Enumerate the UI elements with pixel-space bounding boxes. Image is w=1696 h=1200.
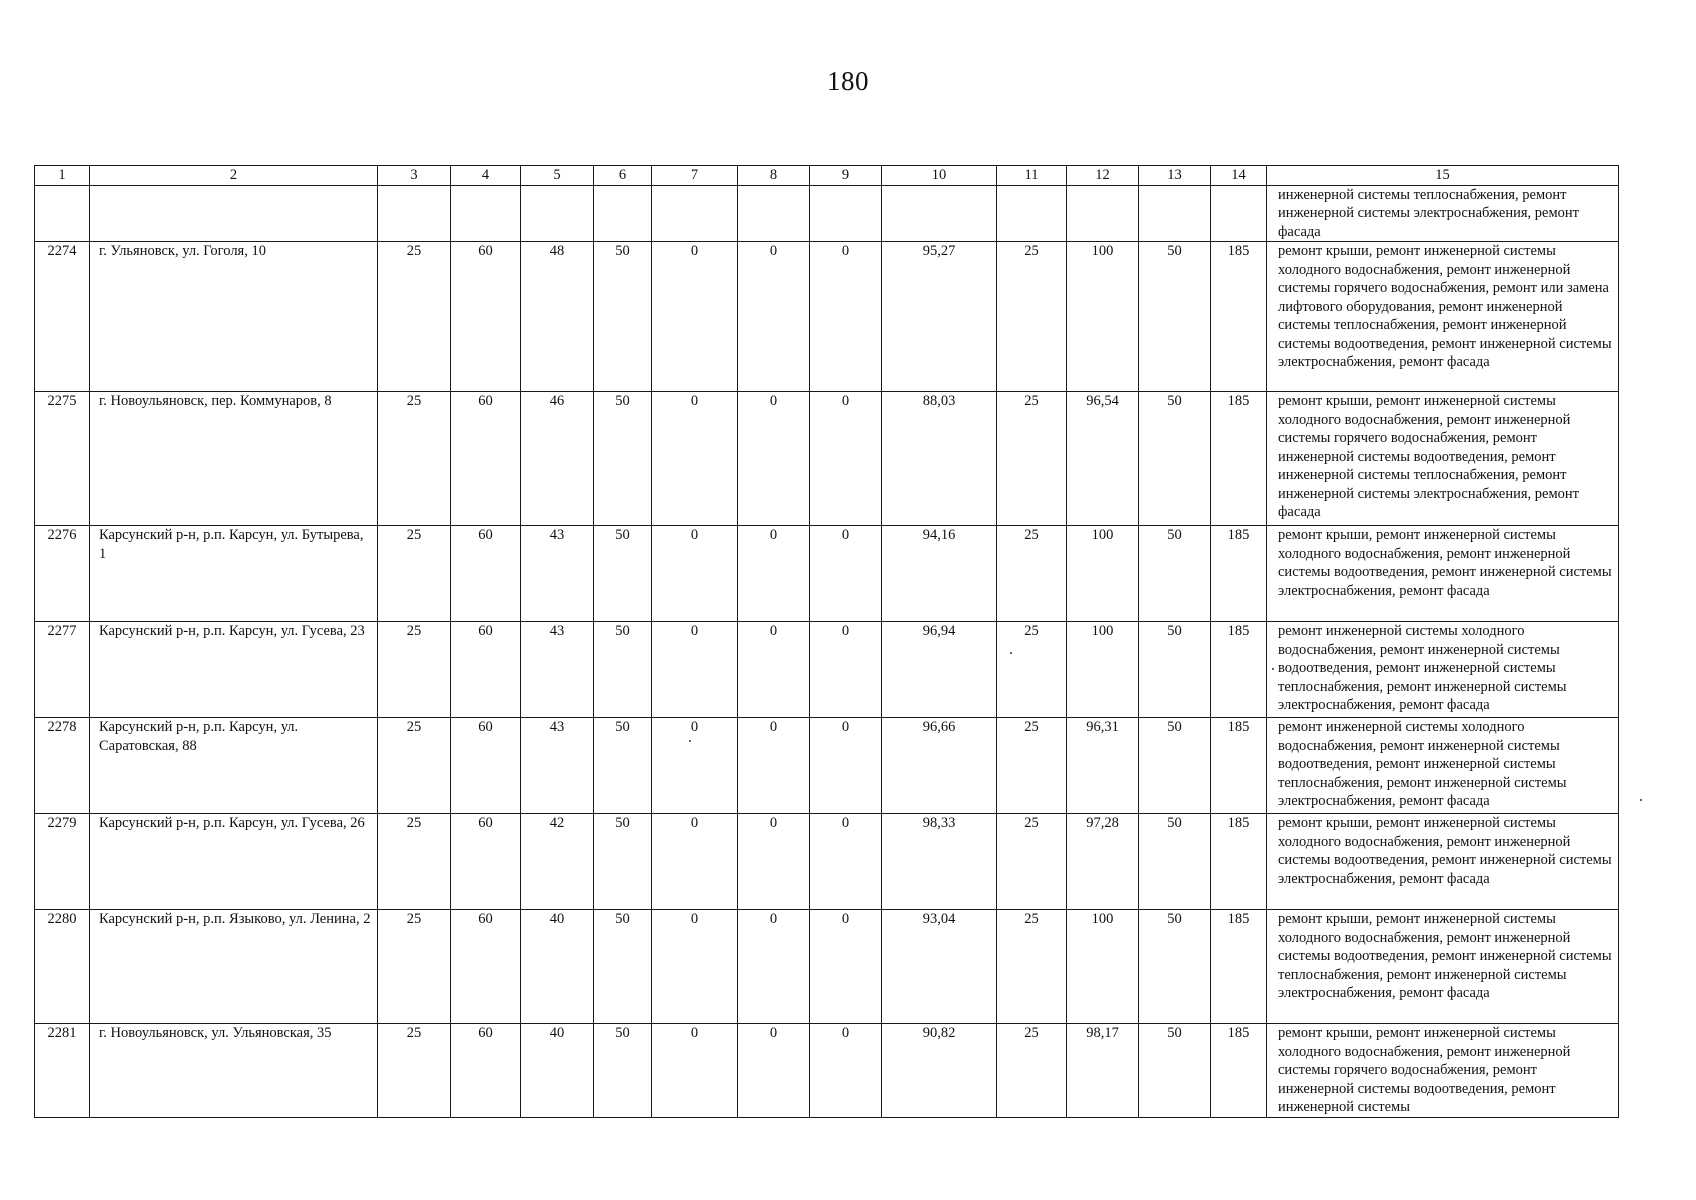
- scan-speck: [1010, 652, 1012, 654]
- value-cell-c10: 88,03: [882, 392, 997, 526]
- value-cell-c10: 96,66: [882, 718, 997, 814]
- value-cell-c4: 60: [451, 1024, 521, 1118]
- value-cell-c11: 25: [997, 910, 1067, 1024]
- table-row: [35, 622, 1619, 718]
- value-cell-c13: 50: [1139, 814, 1211, 910]
- value-cell-c12: 100: [1067, 526, 1139, 622]
- row-number: 2278: [35, 718, 90, 814]
- column-header: 15: [1267, 166, 1619, 186]
- value-cell-c9: 0: [810, 814, 882, 910]
- value-cell-c13: 50: [1139, 526, 1211, 622]
- value-cell-c14: 185: [1211, 814, 1267, 910]
- value-cell-c3: 25: [378, 526, 451, 622]
- address-cell: г. Новоульяновск, ул. Ульяновская, 35: [90, 1024, 378, 1118]
- column-header: 6: [594, 166, 652, 186]
- column-header: 14: [1211, 166, 1267, 186]
- row-number: 2274: [35, 242, 90, 392]
- scan-speck: [689, 740, 691, 742]
- value-cell-c5: 43: [521, 622, 594, 718]
- table-row: [35, 526, 1619, 622]
- value-cell-c13: 50: [1139, 1024, 1211, 1118]
- value-cell-c11: 25: [997, 242, 1067, 392]
- table-row: [35, 718, 1619, 814]
- value-cell-c6: 50: [594, 526, 652, 622]
- value-cell-c9: 0: [810, 526, 882, 622]
- value-cell-c5: 43: [521, 718, 594, 814]
- column-header: 7: [652, 166, 738, 186]
- value-cell-c8: 0: [738, 718, 810, 814]
- address-cell: Карсунский р-н, р.п. Карсун, ул. Гусева, 23: [90, 622, 378, 718]
- value-cell-c3: 25: [378, 392, 451, 526]
- table-row: [35, 392, 1619, 526]
- address-cell: Карсунский р-н, р.п. Языково, ул. Ленина, 2: [90, 910, 378, 1024]
- value-cell-c3: 25: [378, 622, 451, 718]
- table-row: [35, 1024, 1619, 1118]
- column-header: 11: [997, 166, 1067, 186]
- value-cell-c9: 0: [810, 392, 882, 526]
- address-cell: г. Ульяновск, ул. Гоголя, 10: [90, 242, 378, 392]
- value-cell-c5: 43: [521, 526, 594, 622]
- value-cell-c8: 0: [738, 814, 810, 910]
- value-cell-c6: 50: [594, 392, 652, 526]
- value-cell-c12: 100: [1067, 910, 1139, 1024]
- value-cell-c13: 50: [1139, 392, 1211, 526]
- value-cell-c11: 25: [997, 526, 1067, 622]
- row-number: 2279: [35, 814, 90, 910]
- value-cell-c11: 25: [997, 718, 1067, 814]
- column-header: 1: [35, 166, 90, 186]
- value-cell-c6: 50: [594, 718, 652, 814]
- column-header: 2: [90, 166, 378, 186]
- value-cell-c6: 50: [594, 242, 652, 392]
- value-cell-c13: 50: [1139, 718, 1211, 814]
- value-cell-c7: 0: [652, 392, 738, 526]
- value-cell-c4: 60: [451, 910, 521, 1024]
- value-cell-c4: 60: [451, 242, 521, 392]
- value-cell-c14: 185: [1211, 622, 1267, 718]
- value-cell-c9: 0: [810, 1024, 882, 1118]
- value-cell-c12: 96,31: [1067, 718, 1139, 814]
- address-cell: Карсунский р-н, р.п. Карсун, ул. Бутырева, 1: [90, 526, 378, 622]
- value-cell-c11: 25: [997, 1024, 1067, 1118]
- row-number: 2277: [35, 622, 90, 718]
- value-cell-c13: 50: [1139, 622, 1211, 718]
- value-cell-c7: 0: [652, 622, 738, 718]
- value-cell-c10: 98,33: [882, 814, 997, 910]
- value-cell-c12: 96,54: [1067, 392, 1139, 526]
- row-number: 2281: [35, 1024, 90, 1118]
- value-cell-c14: 185: [1211, 526, 1267, 622]
- column-header: 5: [521, 166, 594, 186]
- value-cell-c8: 0: [738, 622, 810, 718]
- value-cell-c4: 60: [451, 622, 521, 718]
- table-row: [35, 814, 1619, 910]
- registry-table: [34, 165, 1619, 1118]
- row-number: 2280: [35, 910, 90, 1024]
- value-cell-c12: 97,28: [1067, 814, 1139, 910]
- value-cell-c14: 185: [1211, 718, 1267, 814]
- value-cell-c4: 60: [451, 718, 521, 814]
- value-cell-c8: 0: [738, 1024, 810, 1118]
- works-cell: ремонт крыши, ремонт инженерной системы холодного водоснабжения, ремонт инженерной системы водоотведения, ремонт инженерной системы электроснабжения, ремонт фасада: [1267, 814, 1619, 910]
- value-cell-c14: 185: [1211, 1024, 1267, 1118]
- value-cell-c6: 50: [594, 1024, 652, 1118]
- column-header: 13: [1139, 166, 1211, 186]
- value-cell-c8: 0: [738, 392, 810, 526]
- table-row: [35, 910, 1619, 1024]
- table-row: [35, 242, 1619, 392]
- value-cell-c3: 25: [378, 1024, 451, 1118]
- value-cell-c7: 0: [652, 242, 738, 392]
- value-cell-c14: 185: [1211, 392, 1267, 526]
- works-cell: ремонт крыши, ремонт инженерной системы холодного водоснабжения, ремонт инженерной системы горячего водоснабжения, ремонт инженерной системы водоотведения, ремонт инженерной системы теплоснабжения, ремонт инженерной системы электроснабжения, ремонт фасада: [1267, 392, 1619, 526]
- value-cell-c9: 0: [810, 242, 882, 392]
- scan-speck: [1272, 668, 1274, 670]
- address-cell: г. Новоульяновск, пер. Коммунаров, 8: [90, 392, 378, 526]
- column-header: 4: [451, 166, 521, 186]
- value-cell-c10: 93,04: [882, 910, 997, 1024]
- value-cell-c10: 96,94: [882, 622, 997, 718]
- value-cell-c10: 94,16: [882, 526, 997, 622]
- continuation-row: [35, 185, 1619, 242]
- column-header: 9: [810, 166, 882, 186]
- value-cell-c7: 0: [652, 526, 738, 622]
- value-cell-c11: 25: [997, 814, 1067, 910]
- value-cell-c14: 185: [1211, 910, 1267, 1024]
- value-cell-c5: 46: [521, 392, 594, 526]
- value-cell-c10: 95,27: [882, 242, 997, 392]
- value-cell-c4: 60: [451, 814, 521, 910]
- column-header: 3: [378, 166, 451, 186]
- value-cell-c7: 0: [652, 814, 738, 910]
- value-cell-c14: 185: [1211, 242, 1267, 392]
- value-cell-c6: 50: [594, 622, 652, 718]
- value-cell-c5: 40: [521, 1024, 594, 1118]
- value-cell-c11: 25: [997, 622, 1067, 718]
- value-cell-c4: 60: [451, 526, 521, 622]
- value-cell-c9: 0: [810, 910, 882, 1024]
- column-header: 10: [882, 166, 997, 186]
- value-cell-c9: 0: [810, 622, 882, 718]
- value-cell-c7: 0: [652, 718, 738, 814]
- value-cell-c5: 48: [521, 242, 594, 392]
- works-cell: ремонт крыши, ремонт инженерной системы холодного водоснабжения, ремонт инженерной системы горячего водоснабжения, ремонт инженерной системы водоотведения, ремонт инженерной системы: [1267, 1024, 1619, 1118]
- value-cell-c8: 0: [738, 526, 810, 622]
- value-cell-c9: 0: [810, 718, 882, 814]
- value-cell-c3: 25: [378, 242, 451, 392]
- value-cell-c8: 0: [738, 910, 810, 1024]
- value-cell-c12: 100: [1067, 622, 1139, 718]
- works-cell: ремонт крыши, ремонт инженерной системы холодного водоснабжения, ремонт инженерной системы водоотведения, ремонт инженерной системы теплоснабжения, ремонт инженерной системы электроснабжения, ремонт фасада: [1267, 910, 1619, 1024]
- value-cell-c7: 0: [652, 910, 738, 1024]
- value-cell-c7: 0: [652, 1024, 738, 1118]
- value-cell-c13: 50: [1139, 242, 1211, 392]
- value-cell-c12: 100: [1067, 242, 1139, 392]
- works-cell: ремонт инженерной системы холодного водоснабжения, ремонт инженерной системы водоотведения, ремонт инженерной системы теплоснабжения, ремонт инженерной системы электроснабжения, ремонт фасада: [1267, 718, 1619, 814]
- value-cell-c6: 50: [594, 910, 652, 1024]
- value-cell-c6: 50: [594, 814, 652, 910]
- value-cell-c3: 25: [378, 910, 451, 1024]
- row-number: 2275: [35, 392, 90, 526]
- value-cell-c5: 40: [521, 910, 594, 1024]
- value-cell-c3: 25: [378, 718, 451, 814]
- works-cell: инженерной системы теплоснабжения, ремонт инженерной системы электроснабжения, ремонт фасада: [1267, 185, 1619, 242]
- value-cell-c13: 50: [1139, 910, 1211, 1024]
- value-cell-c5: 42: [521, 814, 594, 910]
- works-cell: ремонт инженерной системы холодного водоснабжения, ремонт инженерной системы водоотведения, ремонт инженерной системы теплоснабжения, ремонт инженерной системы электроснабжения, ремонт фасада: [1267, 622, 1619, 718]
- value-cell-c10: 90,82: [882, 1024, 997, 1118]
- value-cell-c11: 25: [997, 392, 1067, 526]
- page-number: 180: [827, 66, 869, 96]
- value-cell-c12: 98,17: [1067, 1024, 1139, 1118]
- address-cell: Карсунский р-н, р.п. Карсун, ул. Гусева, 26: [90, 814, 378, 910]
- row-number: 2276: [35, 526, 90, 622]
- header-row: [35, 166, 1619, 186]
- scan-speck: [1640, 799, 1642, 801]
- column-header: 12: [1067, 166, 1139, 186]
- address-cell: Карсунский р-н, р.п. Карсун, ул. Саратовская, 88: [90, 718, 378, 814]
- column-header: 8: [738, 166, 810, 186]
- value-cell-c3: 25: [378, 814, 451, 910]
- works-cell: ремонт крыши, ремонт инженерной системы холодного водоснабжения, ремонт инженерной системы горячего водоснабжения, ремонт или замена лифтового оборудования, ремонт инженерной системы теплоснабжения, ремонт инженерной системы водоотведения, ремонт инженерной системы электроснабжения, ремонт фасада: [1267, 242, 1619, 392]
- value-cell-c8: 0: [738, 242, 810, 392]
- works-cell: ремонт крыши, ремонт инженерной системы холодного водоснабжения, ремонт инженерной системы водоотведения, ремонт инженерной системы электроснабжения, ремонт фасада: [1267, 526, 1619, 622]
- value-cell-c4: 60: [451, 392, 521, 526]
